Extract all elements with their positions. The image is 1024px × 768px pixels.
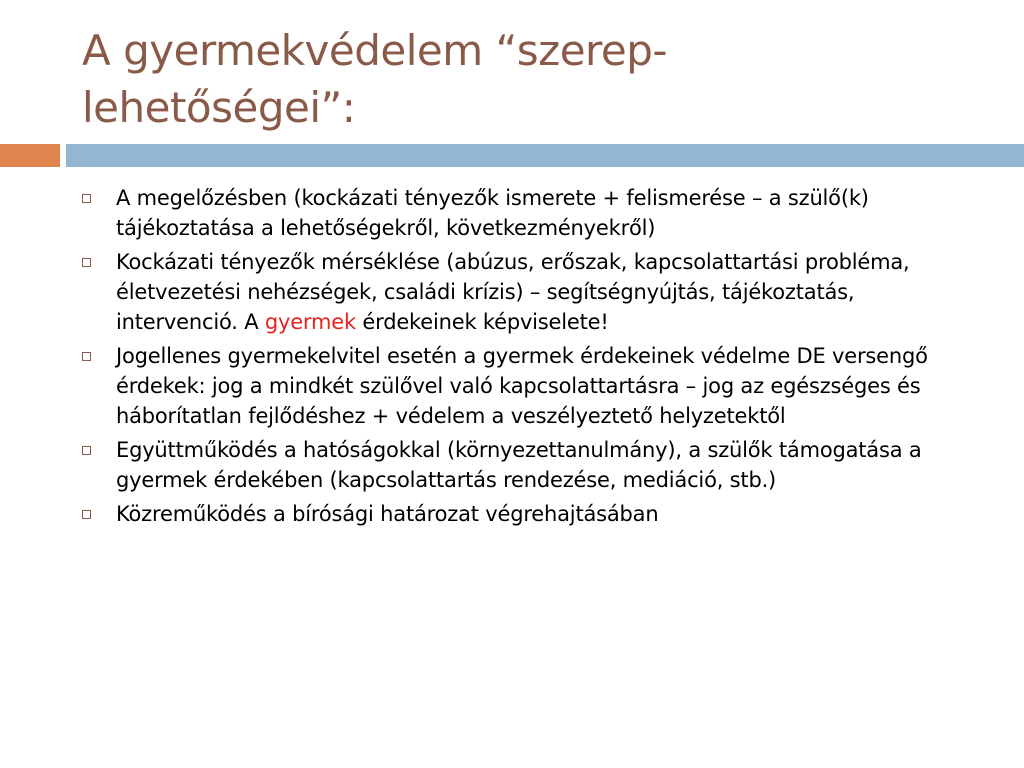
bullet-item-cooperation — [80, 435, 980, 495]
bullet-item-risk-factors — [80, 247, 980, 337]
square-bullet-icon — [82, 258, 91, 267]
slide-title — [82, 22, 982, 136]
bullet-item-court-enforcement — [80, 499, 980, 529]
square-bullet-icon — [82, 352, 91, 361]
square-bullet-icon — [82, 194, 91, 203]
square-bullet-icon — [82, 446, 91, 455]
bullet-text: Együttműködés a hatóságokkal (környezettanulmány), a szülők támogatása a gyermek érdekében (kapcsolattartás rendezése, mediáció, stb.) — [116, 438, 922, 492]
bullet-list — [80, 183, 980, 533]
title-accent-bar-orange — [0, 144, 60, 167]
slide-title-line-1: A gyermekvédelem “szerep- — [82, 26, 668, 75]
bullet-text: A megelőzésben (kockázati tényezők ismerete + felismerése – a szülő(k) tájékoztatása a lehetőségekről, következményekről) — [116, 186, 869, 240]
bullet-text: Közreműködés a bírósági határozat végrehajtásában — [116, 502, 659, 526]
bullet-text: Jogellenes gyermekelvitel esetén a gyermek érdekeinek védelme DE versengő érdekek: jog a mindkét szülővel való kapcsolattartásra – jog az egészséges és háborítatlan fejlődéshez + védelem a veszélyeztető helyzetektől — [116, 344, 928, 428]
square-bullet-icon — [82, 510, 91, 519]
slide-title-line-2: lehetőségei”: — [82, 83, 356, 132]
bullet-text-end: érdekeinek képviselete! — [355, 310, 609, 334]
title-accent-bar-blue — [66, 144, 1024, 167]
bullet-item-unlawful-removal — [80, 341, 980, 431]
bullet-item-prevention — [80, 183, 980, 243]
bullet-text-start: Kockázati tényezők mérséklése (abúzus, erőszak, kapcsolattartási probléma, életvezetési nehézségek, családi krízis) – segítségnyújtás, tájékoztatás, intervenció. A — [116, 250, 910, 334]
bullet-highlight-word: gyermek — [264, 310, 356, 334]
